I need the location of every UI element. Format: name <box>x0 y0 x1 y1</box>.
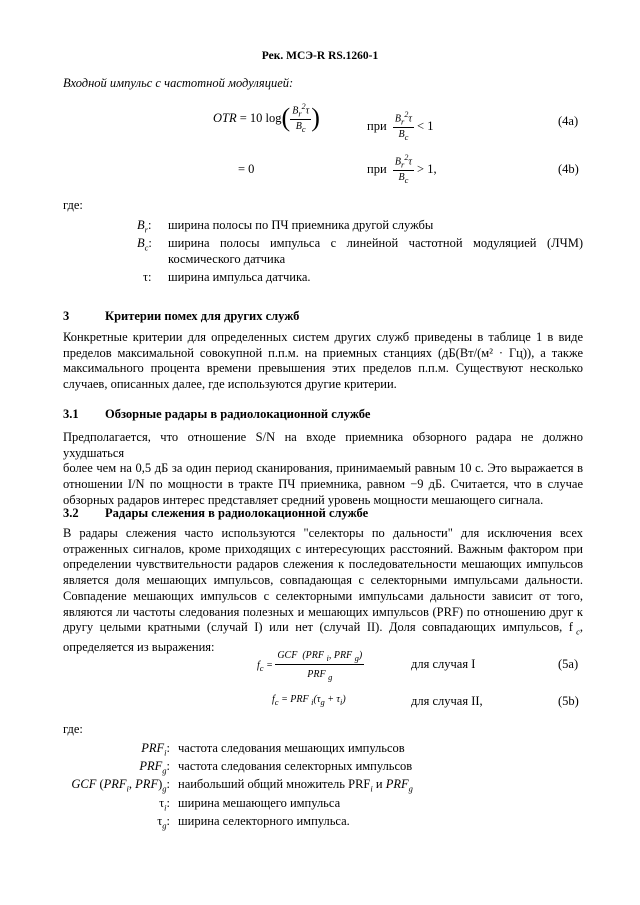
where-label-1: где: <box>63 198 83 212</box>
sec32-body: В радары слежения часто используются "селекторы по дальности" для исключения всех отраженных сигналов, кроме приходящих с интересующих расстояний. Важным фактором при определении чувствительности радаров слежения к последовательности мешающих импульсов является доля мешающих импульсов, совпадающая с селекторными импульсами дальности. Совпадение мешающих импульсов с селекторными импульсами дальности зависит от того, являются ли частоты следования полезных и мешающих импульсов (PRF) по отношению друг к другу целыми кратными (случай I) или нет (случай II). Доля совпадающих импульсов, f $_c$ , определяется из выражения: <box>63 526 583 655</box>
def-taui-text: ширина мешающего импульса <box>178 796 341 810</box>
def-bc-text2: космического датчика <box>168 252 286 266</box>
def-prfg-text: частота следования селекторных импульсов <box>178 759 413 773</box>
sec3-body: Конкретные критерии для определенных систем других служб приведены в таблице 1 в виде пределов максимальной совокупной п.п.м. на приемных станциях (дБ(Вт/(м² · Гц)), а также максимального процента времени превышения этих пределов п.п.м. Существуют несколько случаев, описанных далее, где используются другие критерии. <box>63 330 583 392</box>
eq4b-condition: при $\frac{B_r^2\tau}{B_c}$ > 1, <box>367 153 437 186</box>
eq4a-fraction: $\frac{B_r^2\tau}{B_c}$ <box>292 102 310 135</box>
eq5a-case: для случая I <box>411 657 476 671</box>
def-taug: $\tau_g$: <box>157 814 170 831</box>
def-prfi-text: частота следования мешающих импульсов <box>178 741 405 755</box>
equation-4a: OTR = 10 log ( $\frac{B_r^2\tau}{B_c}$ ) <box>213 102 320 135</box>
eq4a-lhs: OTR <box>213 110 237 125</box>
def-tau: τ: <box>143 270 152 284</box>
def-prfi: $PRF_i$: <box>141 741 170 758</box>
eq5a-number: (5a) <box>558 657 579 671</box>
sec31-number: 3.1 <box>63 407 79 421</box>
equation-5b: $f_c$ = PRF $_i(\tau_g + \tau_i)$ <box>272 694 346 707</box>
sec3-title: Критерии помех для других служб <box>105 309 300 323</box>
def-br-text: ширина полосы по ПЧ приемника другой службы <box>168 218 434 232</box>
def-bc: $B_c$: <box>137 236 152 253</box>
eq4a-condition: при $\frac{B_r^2\tau}{B_c}$ < 1 <box>367 110 434 143</box>
where-label-2: где: <box>63 722 83 736</box>
def-tau-text: ширина импульса датчика. <box>168 270 311 284</box>
sec3-number: 3 <box>63 309 70 323</box>
eq4a-number: (4a) <box>558 114 579 128</box>
sec32-title: Радары слежения в радиолокационной службе <box>105 506 369 520</box>
eq5b-number: (5b) <box>558 694 579 708</box>
equation-5a: $f_c$ = $\frac{GCF (PRF _i, PRF _g)}{PRF _g}$ <box>257 650 363 682</box>
def-bc-text: ширина полосы импульса с линейной частотной модуляцией (ЛЧМ) <box>168 236 583 250</box>
def-gcf: GCF ($PRF_i$, $PRF)_g$: <box>71 777 170 794</box>
intro-chirp: Входной импульс с частотной модуляцией: <box>63 76 294 90</box>
sec31-title: Обзорные радары в радиолокационной службе <box>105 407 371 421</box>
def-br: $B_r$: <box>137 218 152 235</box>
eq5b-case: для случая II, <box>411 694 483 708</box>
def-gcf-text: наибольший общий множитель $PRF_i$ и $PRF_g$ <box>178 777 413 794</box>
eq4b-lhs: = 0 <box>238 162 255 176</box>
def-taui: $\tau_i$: <box>159 796 170 813</box>
def-prfg: $PRF_g$: <box>139 759 170 776</box>
sec32-number: 3.2 <box>63 506 79 520</box>
def-taug-text: ширина селекторного импульса. <box>178 814 350 828</box>
eq4b-number: (4b) <box>558 162 579 176</box>
sec31-body: Предполагается, что отношение S/N на входе приемника обзорного радара не должно ухудшаться более чем на 0,5 дБ за один период сканирования, принимаемый равным 10 с. Это выражается в отношении I/N по мощности в тракте ПЧ приемника, равном −9 дБ. Считается, что в случае обзорных радаров интерес представляет средний уровень мощности мешающего сигнала. <box>63 430 583 507</box>
page-header: Рек. МСЭ-R RS.1260-1 <box>261 50 379 62</box>
